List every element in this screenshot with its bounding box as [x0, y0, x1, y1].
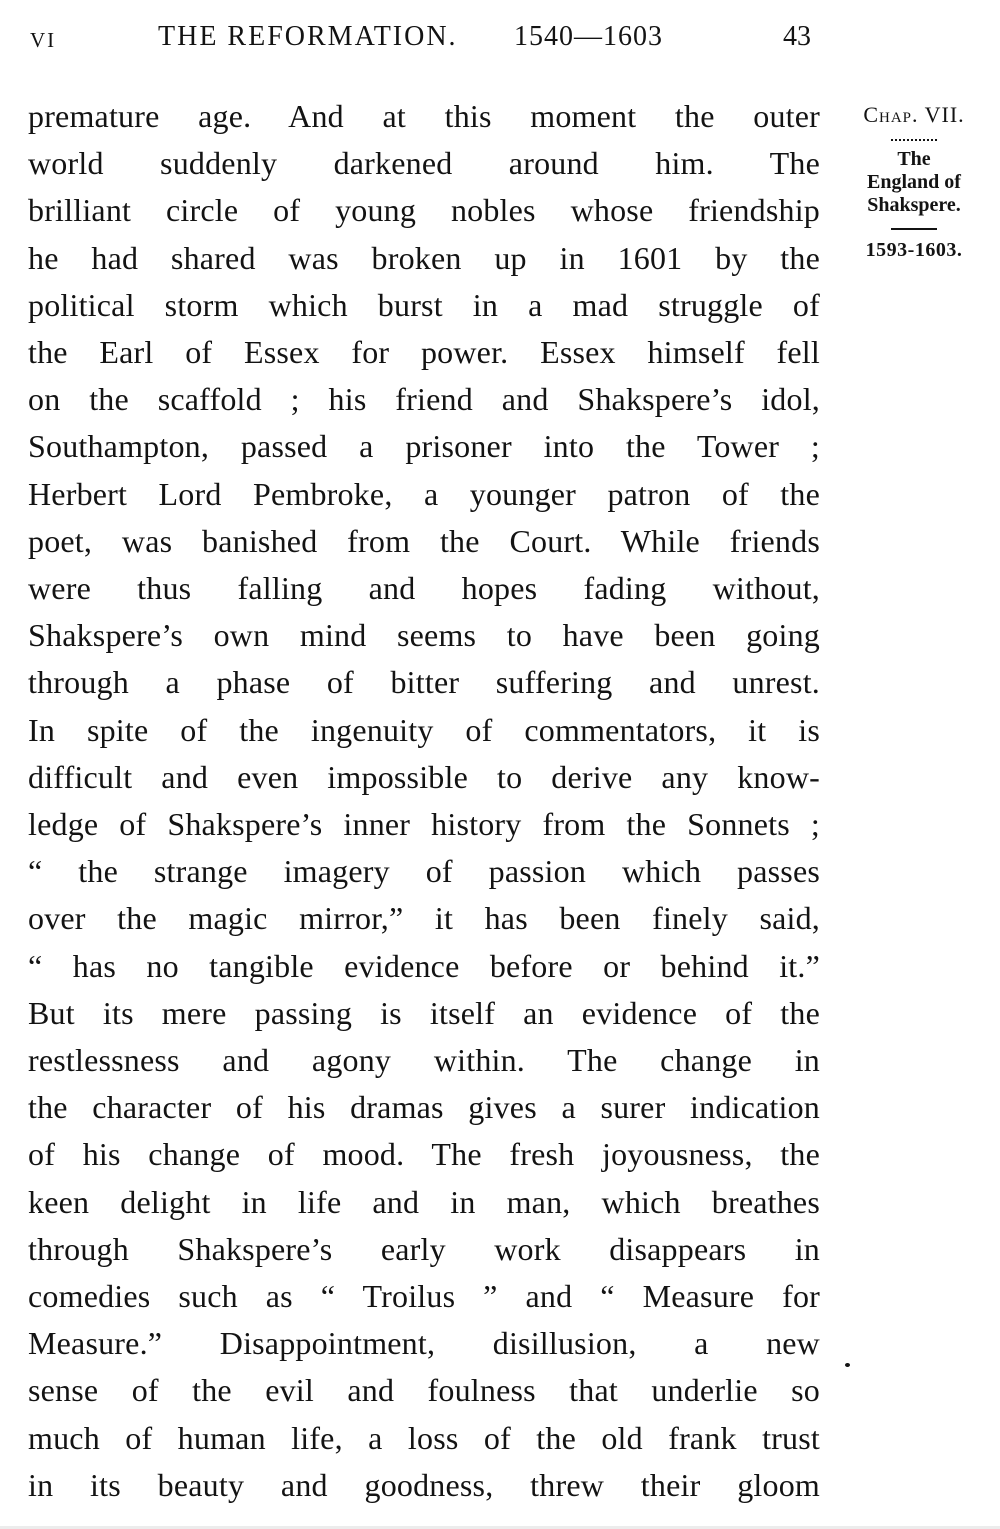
text-line: he had shared was broken up in 1601 by the — [28, 239, 820, 276]
text-line: keen delight in life and in man, which breathes — [28, 1183, 820, 1220]
margin-notes — [836, 92, 992, 262]
text-line: were thus falling and hopes fading without, — [28, 570, 820, 607]
page-number: 43 — [783, 21, 811, 52]
text-line: in its beauty and goodness, threw their gloom — [28, 1466, 820, 1503]
text-line: world suddenly darkened around him. The — [28, 145, 820, 182]
text-line: Shakspere’s own mind seems to have been going — [28, 617, 820, 654]
sidenote-title-line: The — [897, 148, 931, 170]
sidenote-title — [836, 148, 992, 217]
text-line: “ the strange imagery of passion which passes — [28, 853, 820, 890]
running-header — [0, 0, 1000, 70]
text-line: Herbert Lord Pembroke, a younger patron of the — [28, 475, 820, 512]
text-line: brilliant circle of young nobles whose friendship — [28, 192, 820, 229]
header-section-number: VI — [30, 28, 57, 52]
body-text — [28, 93, 820, 1509]
text-line: on the scaffold ; his friend and Shakspere’s idol, — [28, 381, 820, 418]
text-line: the Earl of Essex for power. Essex himself fell — [28, 334, 820, 371]
text-line: difficult and even impossible to derive any know- — [28, 758, 820, 795]
text-line: Southampton, passed a prisoner into the Tower ; — [28, 428, 820, 465]
sidenote-chapter: Chap. VII. — [863, 102, 965, 127]
sidenote-title-line: England of — [867, 171, 961, 193]
header-date-range: 1540—1603 — [514, 21, 663, 52]
text-line: ledge of Shakspere’s inner history from the Sonnets ; — [28, 806, 820, 843]
text-line: poet, was banished from the Court. While friends — [28, 522, 820, 559]
text-line: restlessness and agony within. The change in — [28, 1042, 820, 1079]
text-line: sense of the evil and foulness that underlie so — [28, 1372, 820, 1409]
text-line: premature age. And at this moment the outer — [28, 98, 820, 134]
sidenote-rule-top — [891, 139, 937, 141]
text-line: “ has no tangible evidence before or behind it.” — [28, 947, 820, 984]
text-line: through a phase of bitter suffering and unrest. — [28, 664, 820, 701]
text-line: comedies such as “ Troilus ” and “ Measure for — [28, 1278, 820, 1315]
header-title: THE REFORMATION. — [158, 21, 458, 52]
text-line: But its mere passing is itself an evidence of the — [28, 994, 820, 1031]
text-line: political storm which burst in a mad struggle of — [28, 286, 820, 323]
text-line: much of human life, a loss of the old frank trust — [28, 1419, 820, 1456]
sidenote-rule-bottom — [891, 228, 937, 230]
text-line: through Shakspere’s early work disappears in — [28, 1230, 820, 1267]
text-line: Measure.” Disappointment, disillusion, a new — [28, 1325, 820, 1362]
text-line: In spite of the ingenuity of commentators, it is — [28, 711, 820, 748]
sidenote-title-line: Shakspere. — [867, 194, 961, 216]
text-line: the character of his dramas gives a surer indication — [28, 1089, 820, 1126]
sidenote-dates: 1593-1603. — [865, 239, 963, 261]
text-line: of his change of mood. The fresh joyousness, the — [28, 1136, 820, 1173]
ink-speck — [845, 1363, 850, 1367]
text-line: over the magic mirror,” it has been finely said, — [28, 900, 820, 937]
